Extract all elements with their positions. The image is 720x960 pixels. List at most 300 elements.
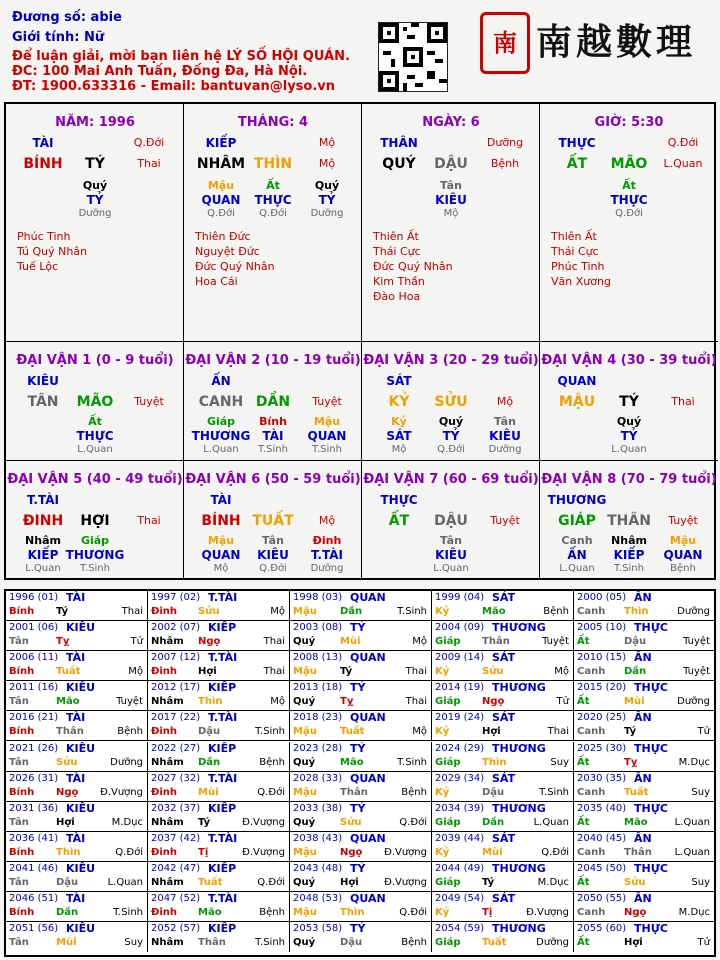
year-stem: Mậu <box>293 726 317 738</box>
year-cell <box>148 651 290 681</box>
year-branch: Mùi <box>56 937 77 949</box>
year-ten-god: ẤN <box>634 651 652 665</box>
chart-main-grid <box>4 102 716 580</box>
year-label: 2038 (43) <box>293 832 343 844</box>
year-branch: Dậu <box>624 636 647 648</box>
year-ten-god: QUAN <box>350 711 386 725</box>
hidden-stem: Nhâm <box>611 534 647 547</box>
year-stem: Ất <box>577 696 590 708</box>
year-stem: Kỷ <box>435 907 450 918</box>
year-stem: Ất <box>577 937 590 949</box>
year-stem: Canh <box>577 666 606 678</box>
hidden-stage: T.Sinh <box>312 444 342 455</box>
dai-van-cell <box>184 342 362 461</box>
year-stage: Tử <box>697 937 710 949</box>
hidden-stage: L.Quan <box>611 444 647 455</box>
year-stage: Q.Đới <box>115 846 143 858</box>
branch-stage: Thai <box>137 514 161 527</box>
heavenly-stem: KỶ <box>388 394 410 410</box>
year-ten-god: TỶ <box>350 681 366 695</box>
ten-god: THÂN <box>380 136 418 150</box>
year-cell <box>432 832 574 862</box>
year-stem: Bính <box>9 907 35 918</box>
heavenly-stem: QUÝ <box>382 156 416 172</box>
year-ten-god: QUAN <box>350 651 386 665</box>
year-ten-god: KIÊU <box>66 741 96 755</box>
year-stem: Canh <box>577 846 606 858</box>
earthly-branch: MÃO <box>610 156 648 172</box>
year-cell <box>432 892 574 922</box>
year-ten-god: KIẾP <box>208 741 237 755</box>
hidden-stem: Kỷ <box>391 415 407 428</box>
dai-van-title: ĐẠI VẬN 2 (10 - 19 tuổi) <box>185 353 361 368</box>
year-ten-god: THƯƠNG <box>492 681 546 695</box>
address: ĐC: 100 Mai Anh Tuấn, Đống Đa, Hà Nội. <box>12 64 308 79</box>
year-branch: Ngọ <box>482 696 505 708</box>
auspicious-star: Thái Cực <box>373 245 421 258</box>
year-cell <box>574 681 714 711</box>
year-label: 2035 (40) <box>577 802 627 814</box>
earthly-branch: DẦN <box>255 394 291 410</box>
ten-god: QUAN <box>557 374 597 388</box>
year-stem: Giáp <box>435 816 461 828</box>
year-stem: Tân <box>9 816 29 828</box>
year-stem: Ất <box>577 756 590 768</box>
year-stem: Quý <box>293 816 316 828</box>
year-label: 2029 (34) <box>435 772 485 784</box>
hidden-stage: T.Sinh <box>80 563 110 574</box>
hidden-stage: Dưỡng <box>78 208 112 219</box>
dai-van-title: ĐẠI VẬN 6 (50 - 59 tuổi) <box>185 472 361 487</box>
year-stage: M.Dục <box>678 756 710 768</box>
year-stem: Mậu <box>293 907 317 918</box>
year-stem: Đinh <box>151 846 178 858</box>
year-stem: Quý <box>293 937 316 949</box>
year-stem: Canh <box>577 726 606 738</box>
hidden-stem: Tân <box>262 534 284 547</box>
hidden-stem: Đinh <box>312 534 342 547</box>
year-label: 2051 (56) <box>9 923 59 935</box>
year-label: 2000 (05) <box>577 592 627 603</box>
year-branch: Tỵ <box>56 636 70 648</box>
year-ten-god: QUAN <box>350 892 386 905</box>
year-branch: Sửu <box>624 876 646 888</box>
auspicious-star: Văn Xương <box>551 275 611 288</box>
year-ten-god: T.TÀI <box>208 892 238 905</box>
year-branch: Mão <box>482 606 506 617</box>
hidden-stage: Mộ <box>391 444 407 455</box>
year-cell <box>6 651 148 681</box>
hidden-stem: Canh <box>561 534 593 547</box>
ten-god: KIẾP <box>205 136 237 150</box>
year-branch: Thân <box>482 636 510 648</box>
year-cell <box>6 591 148 621</box>
pillar-title: NĂM: 1996 <box>55 115 135 130</box>
hidden-stem: Mậu <box>313 415 341 428</box>
year-branch: Tý <box>624 726 637 738</box>
year-branch: Tý <box>482 876 495 888</box>
hidden-stem: Giáp <box>206 415 236 428</box>
year-label: 1999 (04) <box>435 592 485 603</box>
year-stem: Kỷ <box>435 666 450 678</box>
year-stage: Thai <box>547 726 569 738</box>
hidden-god: KIÊU <box>489 429 521 443</box>
hidden-stage: Mộ <box>443 208 459 219</box>
year-cell <box>574 711 714 741</box>
branch-stage: Tuyệt <box>134 395 164 408</box>
year-branch: Ngọ <box>56 786 79 798</box>
year-cell <box>432 591 574 621</box>
year-branch: Dậu <box>340 937 363 949</box>
hidden-god: THƯƠNG <box>191 429 251 443</box>
year-label: 2048 (53) <box>293 893 343 904</box>
hidden-god: TỶ <box>620 429 638 443</box>
year-label: 2040 (45) <box>577 832 627 844</box>
year-label: 2043 (48) <box>293 862 343 874</box>
year-cell <box>290 832 432 862</box>
year-label: 2036 (41) <box>9 832 59 844</box>
year-ten-god: TÀI <box>66 591 86 604</box>
year-cell <box>6 862 148 892</box>
earthly-branch: TÝ <box>85 156 105 172</box>
branch-stage: L.Quan <box>663 157 703 170</box>
year-cell <box>6 772 148 802</box>
hidden-stem: Tân <box>494 415 516 428</box>
year-ten-god: T.TÀI <box>208 711 238 725</box>
year-branch: Tị <box>198 846 209 858</box>
year-ten-god: TỶ <box>350 922 366 936</box>
year-label: 2006 (11) <box>9 652 59 664</box>
year-label: 2025 (30) <box>577 742 627 754</box>
year-branch: Mão <box>56 696 80 708</box>
year-ten-god: KIÊU <box>66 621 96 635</box>
year-label: 2021 (26) <box>9 742 59 754</box>
year-ten-god: TỶ <box>350 741 366 755</box>
year-ten-god: THỰC <box>634 621 668 635</box>
year-ten-god: T.TÀI <box>208 591 238 604</box>
year-cell <box>6 681 148 711</box>
year-stage: Suy <box>691 876 710 888</box>
year-cell <box>148 892 290 922</box>
year-branch: Tý <box>56 606 69 617</box>
ten-god: THƯƠNG <box>547 493 607 507</box>
year-stage: Dưỡng <box>110 756 143 768</box>
year-stage: Mộ <box>128 666 143 678</box>
year-stem: Mậu <box>293 666 317 678</box>
year-stage: Tử <box>130 636 143 648</box>
year-label: 2013 (18) <box>293 682 343 694</box>
ten-god: TÀI <box>210 493 232 507</box>
year-ten-god: THƯƠNG <box>492 861 546 875</box>
hidden-stage: Q.Đới <box>259 563 287 574</box>
heavenly-stem: CANH <box>198 394 244 410</box>
year-label: 2042 (47) <box>151 862 201 874</box>
heavenly-stem: ẤT <box>388 513 410 529</box>
year-stage: Đ.Vượng <box>242 816 285 828</box>
year-label: 2009 (14) <box>435 652 485 664</box>
year-label: 2014 (19) <box>435 682 485 694</box>
year-label: 2055 (60) <box>577 923 627 935</box>
year-label: 2046 (51) <box>9 893 59 904</box>
hidden-stem: Mậu <box>207 534 235 547</box>
year-stage: Tử <box>556 696 569 708</box>
year-stage: Q.Đới <box>257 786 285 798</box>
pillar-title: GIỜ: 5:30 <box>594 115 664 130</box>
year-branch: Dần <box>624 666 647 678</box>
hidden-stem: Quý <box>314 179 340 192</box>
dai-van-title: ĐẠI VẬN 3 (20 - 29 tuổi) <box>363 353 539 368</box>
year-branch: Ngọ <box>624 907 647 918</box>
year-label: 2053 (58) <box>293 923 343 935</box>
year-label: 2044 (49) <box>435 862 485 874</box>
year-branch: Tỵ <box>340 696 354 708</box>
year-ten-god: QUAN <box>350 831 386 845</box>
branch-stage: Tuyệt <box>490 514 520 527</box>
heavenly-stem: BÍNH <box>23 156 63 172</box>
year-stage: T.Sinh <box>255 726 285 738</box>
year-cell <box>6 832 148 862</box>
year-label: 2015 (20) <box>577 682 627 694</box>
year-label: 1997 (02) <box>151 592 201 603</box>
year-label: 2002 (07) <box>151 622 201 634</box>
year-branch: Dần <box>482 816 505 828</box>
year-label: 2052 (57) <box>151 923 201 935</box>
year-stage: M.Dục <box>111 816 143 828</box>
year-cell <box>574 832 714 862</box>
hidden-god: ẤN <box>567 548 587 562</box>
year-cell <box>432 651 574 681</box>
year-label: 2012 (17) <box>151 682 201 694</box>
year-cell <box>6 892 148 922</box>
year-cell <box>574 892 714 922</box>
hidden-god: KIẾP <box>27 548 59 562</box>
year-ten-god: ẤN <box>634 831 652 845</box>
auspicious-star: Thiên Ất <box>373 230 419 243</box>
branch-stage: Tuyệt <box>668 514 698 527</box>
year-ten-god: SÁT <box>492 892 516 905</box>
year-label: 2047 (52) <box>151 893 201 904</box>
year-stem: Tân <box>9 636 29 648</box>
auspicious-star: Kim Thần <box>373 275 425 288</box>
year-stem: Quý <box>293 636 316 648</box>
year-branch: Thân <box>340 786 368 798</box>
year-stage: Đ.Vượng <box>384 876 427 888</box>
year-cell <box>432 711 574 741</box>
year-ten-god: TÀI <box>66 892 86 905</box>
year-label: 2010 (15) <box>577 652 627 664</box>
year-stem: Nhâm <box>151 696 184 708</box>
year-stem: Bính <box>9 846 35 858</box>
earthly-branch: MÃO <box>76 394 114 410</box>
year-stage: Tử <box>697 726 710 738</box>
year-stage: Bệnh <box>401 937 427 949</box>
hidden-stage: Dưỡng <box>310 208 344 219</box>
year-ten-god: SÁT <box>492 711 516 725</box>
hidden-god: T.TÀI <box>311 548 343 562</box>
year-branch: Dần <box>198 756 221 768</box>
year-cell <box>432 922 574 952</box>
year-stem: Giáp <box>435 756 461 768</box>
hidden-stage: Dưỡng <box>488 444 522 455</box>
year-stage: L.Quan <box>107 876 143 888</box>
year-branch: Dậu <box>56 876 79 888</box>
heavenly-stem: GIÁP <box>558 513 596 529</box>
hidden-god: TỶ <box>442 429 460 443</box>
year-stage: T.Sinh <box>397 756 427 768</box>
year-cell <box>290 651 432 681</box>
year-ten-god: THỰC <box>634 861 668 875</box>
year-stage: Mộ <box>270 696 285 708</box>
year-ten-god: T.TÀI <box>208 651 238 665</box>
year-cell <box>6 922 148 952</box>
year-stage: Bệnh <box>117 726 143 738</box>
year-stem: Quý <box>293 696 316 708</box>
year-label: 2045 (50) <box>577 862 627 874</box>
pillar-title: NGÀY: 6 <box>422 115 480 130</box>
dai-van-cell <box>184 461 362 580</box>
year-cell <box>290 922 432 952</box>
year-stem: Canh <box>577 606 606 617</box>
ten-god-stage: Q.Đới <box>133 136 165 149</box>
heavenly-stem: ẤT <box>566 156 588 172</box>
year-label: 2028 (33) <box>293 772 343 784</box>
ten-god: SÁT <box>386 374 412 388</box>
year-stage: T.Sinh <box>113 907 143 918</box>
hidden-stage: Q.Đới <box>615 208 643 219</box>
hidden-stage: Q.Đới <box>437 444 465 455</box>
year-label: 2016 (21) <box>9 712 59 724</box>
year-cell <box>432 802 574 832</box>
hidden-stem: Quý <box>616 415 642 428</box>
year-ten-god: TÀI <box>66 651 86 665</box>
hidden-god: THỰC <box>76 429 114 443</box>
year-cell <box>432 742 574 772</box>
dai-van-cell <box>6 461 184 580</box>
hidden-god: QUAN <box>201 193 241 207</box>
year-branch: Mùi <box>340 636 361 648</box>
year-branch: Mùi <box>482 846 503 858</box>
year-branch: Hợi <box>56 816 75 828</box>
year-stem: Bính <box>9 606 35 617</box>
auspicious-star: Thái Cực <box>551 245 599 258</box>
dai-van-cell <box>362 342 540 461</box>
year-stage: Thai <box>121 606 143 617</box>
dai-van-title: ĐẠI VẬN 1 (0 - 9 tuổi) <box>16 353 174 368</box>
year-cell <box>574 591 714 621</box>
year-cell <box>290 591 432 621</box>
year-cell <box>290 772 432 802</box>
year-ten-god: TỶ <box>350 621 366 635</box>
year-stem: Giáp <box>435 937 461 949</box>
year-ten-god: KIẾP <box>208 861 237 875</box>
year-label: 2022 (27) <box>151 742 201 754</box>
year-stage: Mộ <box>412 726 427 738</box>
year-label: 2030 (35) <box>577 772 627 784</box>
heavenly-stem: ĐINH <box>22 513 64 529</box>
hidden-god: QUAN <box>307 429 347 443</box>
hidden-stage: L.Quan <box>77 444 113 455</box>
earthly-branch: DẬU <box>434 156 468 172</box>
year-ten-god: SÁT <box>492 831 516 845</box>
year-branch: Thìn <box>198 696 223 708</box>
year-label: 2039 (44) <box>435 832 485 844</box>
year-stem: Tân <box>9 937 29 949</box>
year-stem: Nhâm <box>151 876 184 888</box>
pillar-cell <box>184 104 362 342</box>
year-stem: Bính <box>9 786 35 798</box>
year-stage: Đ.Vượng <box>100 786 143 798</box>
year-ten-god: TÀI <box>66 771 86 785</box>
year-stage: Dưỡng <box>677 606 710 617</box>
year-cell <box>574 621 714 651</box>
year-cell <box>6 802 148 832</box>
auspicious-star: Nguyệt Đức <box>195 245 260 258</box>
year-stage: Suy <box>124 937 143 949</box>
year-branch: Ngọ <box>340 846 363 858</box>
pillar-cell <box>362 104 540 342</box>
hidden-god: TỶ <box>318 193 336 207</box>
year-stem: Nhâm <box>151 636 184 648</box>
hidden-stem: Mậu <box>669 534 697 547</box>
hidden-god: SÁT <box>386 429 412 443</box>
dai-van-cell <box>540 461 718 580</box>
year-cell <box>290 711 432 741</box>
pillar-cell <box>540 104 718 342</box>
brand-logo: 南越數理 <box>536 21 697 63</box>
hidden-god: KIẾP <box>613 548 645 562</box>
year-stem: Nhâm <box>151 816 184 828</box>
year-ten-god: KIÊU <box>66 801 96 815</box>
year-cell <box>290 802 432 832</box>
dai-van-title: ĐẠI VẬN 7 (60 - 69 tuổi) <box>363 472 539 487</box>
year-branch: Thìn <box>340 907 365 918</box>
hidden-stage: Q.Đới <box>259 208 287 219</box>
earthly-branch: DẬU <box>434 513 468 529</box>
year-stem: Quý <box>293 876 316 888</box>
ten-god: T.TÀI <box>27 493 59 507</box>
year-stem: Đinh <box>151 666 178 678</box>
hidden-god: TỶ <box>86 193 104 207</box>
year-label: 1998 (03) <box>293 592 343 603</box>
year-ten-god: KIẾP <box>208 681 237 695</box>
year-branch: Mão <box>340 756 364 768</box>
heavenly-stem: NHÂM <box>196 156 246 172</box>
year-stem: Tân <box>9 756 29 768</box>
year-cell <box>290 742 432 772</box>
year-ten-god: TỶ <box>350 861 366 875</box>
year-cell <box>148 591 290 621</box>
year-label: 2054 (59) <box>435 923 485 935</box>
year-branch: Sửu <box>198 606 220 617</box>
year-stage: Bệnh <box>259 756 285 768</box>
year-ten-god: KIẾP <box>208 801 237 815</box>
year-stage: Đ.Vượng <box>384 846 427 858</box>
year-label: 2024 (29) <box>435 742 485 754</box>
heavenly-stem: TÂN <box>27 394 59 410</box>
year-cell <box>574 922 714 952</box>
year-label: 2041 (46) <box>9 862 59 874</box>
year-branch: Tuất <box>340 726 365 738</box>
year-stage: Suy <box>691 786 710 798</box>
auspicious-star: Đào Hoa <box>373 290 421 303</box>
year-label: 2007 (12) <box>151 652 201 664</box>
year-cell <box>6 621 148 651</box>
year-stem: Canh <box>577 786 606 798</box>
year-stage: Thai <box>405 696 427 708</box>
year-branch: Hợi <box>624 937 643 949</box>
year-cell <box>290 862 432 892</box>
year-ten-god: KIẾP <box>208 621 237 635</box>
